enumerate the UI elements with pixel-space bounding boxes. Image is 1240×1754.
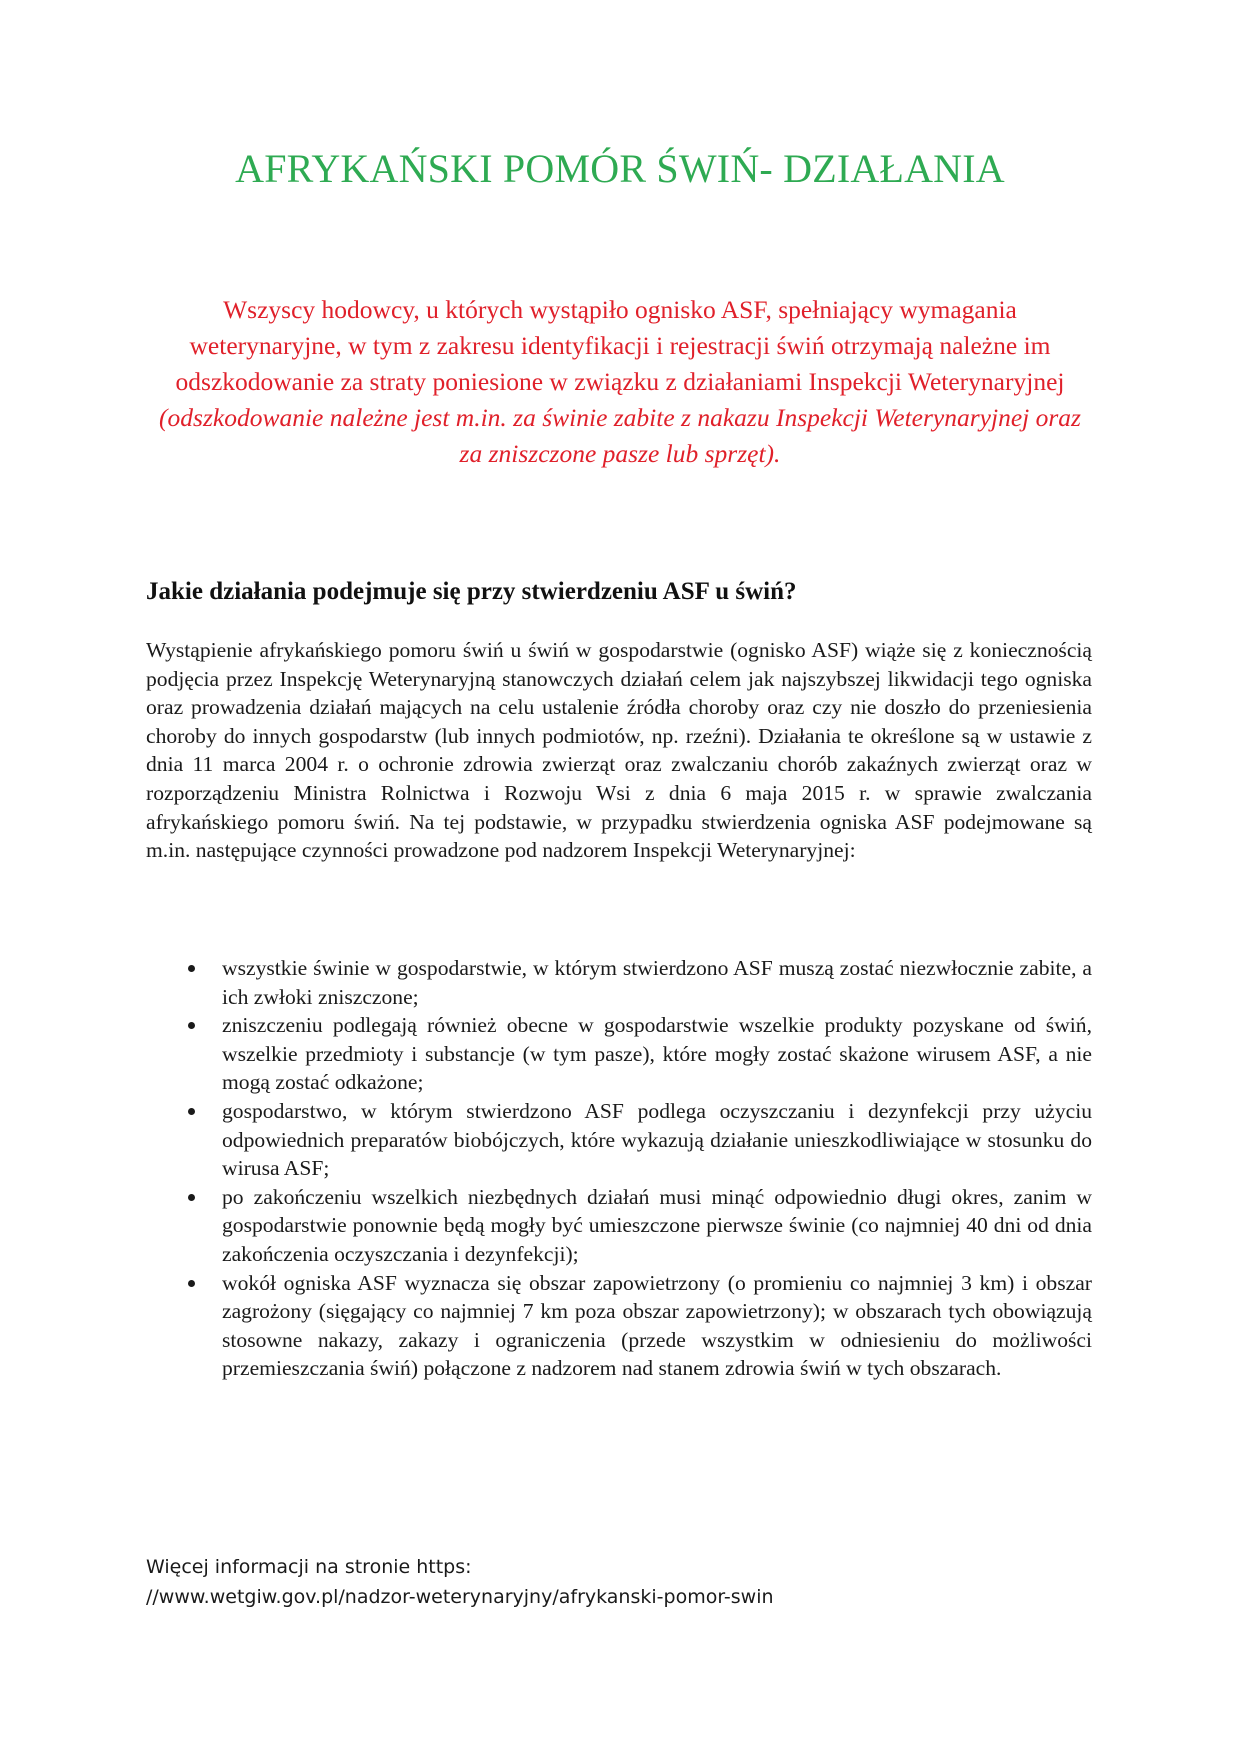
list-item-text: po zakończeniu wszelkich niezbędnych działań musi minąć odpowiednio długi okres, zanim w gospodarstwie ponownie będą mogły być umieszczone pierwsze świnie (co najmniej 40 dni od dnia zakończenia oczyszczania i dezynfekcji); xyxy=(222,1184,1092,1266)
bullet-icon xyxy=(188,1108,195,1115)
list-item xyxy=(146,1011,1092,1097)
actions-list xyxy=(146,954,1092,1383)
bullet-icon xyxy=(188,1022,195,1029)
more-info-link[interactable]: //www.wetgiw.gov.pl/nadzor-weterynaryjny/afrykanski-pomor-swin xyxy=(146,1586,774,1608)
more-info-label: Więcej informacji na stronie https: xyxy=(146,1556,472,1578)
list-item-text: gospodarstwo, w którym stwierdzono ASF podlega oczyszczaniu i dezynfekcji przy użyciu odpowiednich preparatów biobójczych, które wykazują działanie unieszkodliwiające w stosunku do wirusa ASF; xyxy=(222,1098,1092,1181)
list-item xyxy=(146,1097,1092,1183)
bullet-icon xyxy=(188,1194,195,1201)
notice-text: Wszyscy hodowcy, u których wystąpiło ognisko ASF, spełniający wymagania weterynaryjne, w tym z zakresu identyfikacji i rejestracji świń otrzymają należne im odszkodowanie za straty poniesione w związku z działaniami Inspekcji Weterynaryjnej xyxy=(175,295,1065,396)
list-item xyxy=(146,954,1092,1011)
list-item-text: wszystkie świnie w gospodarstwie, w którym stwierdzono ASF muszą zostać niezwłocznie zabite, a ich zwłoki zniszczone; xyxy=(222,956,1092,1009)
section-heading: Jakie działania podejmuje się przy stwierdzeniu ASF u świń? xyxy=(146,578,797,605)
page-title: AFRYKAŃSKI POMÓR ŚWIŃ- DZIAŁANIA xyxy=(235,146,1005,191)
list-item-text: wokół ogniska ASF wyznacza się obszar zapowietrzony (o promieniu co najmniej 3 km) i obszar zagrożony (sięgający co najmniej 7 km poza obszar zapowietrzony); w obszarach tych obowiązują stosowne nakazy, zakazy i ograniczenia (przede wszystkim w odniesieniu do możliwości przemieszczania świń) połączone z nadzorem nad stanem zdrowia świń w tych obszarach. xyxy=(222,1270,1092,1381)
bullet-icon xyxy=(188,1280,195,1287)
list-item xyxy=(146,1269,1092,1383)
compensation-notice xyxy=(150,292,1090,472)
bullet-icon xyxy=(188,965,195,972)
more-info-footer xyxy=(146,1552,1106,1612)
list-item xyxy=(146,1183,1092,1269)
body-paragraph: Wystąpienie afrykańskiego pomoru świń u świń w gospodarstwie (ognisko ASF) wiąże się z koniecznością podjęcia przez Inspekcję Weterynaryjną stanowczych działań celem jak najszybszej likwidacji tego ogniska oraz prowadzenia działań mających na celu ustalenie źródła choroby oraz czy nie doszło do przeniesienia choroby do innych gospodarstw (lub innych podmiotów, np. rzeźni). Działania te określone są w ustawie z dnia 11 marca 2004 r. o ochronie zdrowia zwierząt oraz zwalczaniu chorób zakaźnych zwierząt oraz w rozporządzeniu Ministra Rolnictwa i Rozwoju Wsi z dnia 6 maja 2015 r. w sprawie zwalczania afrykańskiego pomoru świń. Na tej podstawie, w przypadku stwierdzenia ogniska ASF podejmowane są m.in. następujące czynności prowadzone pod nadzorem Inspekcji Weterynaryjnej: xyxy=(146,638,1092,863)
notice-italic-text: (odszkodowanie należne jest m.in. za świnie zabite z nakazu Inspekcji Weterynaryjnej oraz za zniszczone pasze lub sprzęt). xyxy=(159,403,1081,468)
list-item-text: zniszczeniu podlegają również obecne w gospodarstwie wszelkie produkty pozyskane od świń, wszelkie przedmioty i substancje (w tym pasze), które mogły zostać skażone wirusem ASF, a nie mogą zostać odkażone; xyxy=(222,1013,1092,1095)
